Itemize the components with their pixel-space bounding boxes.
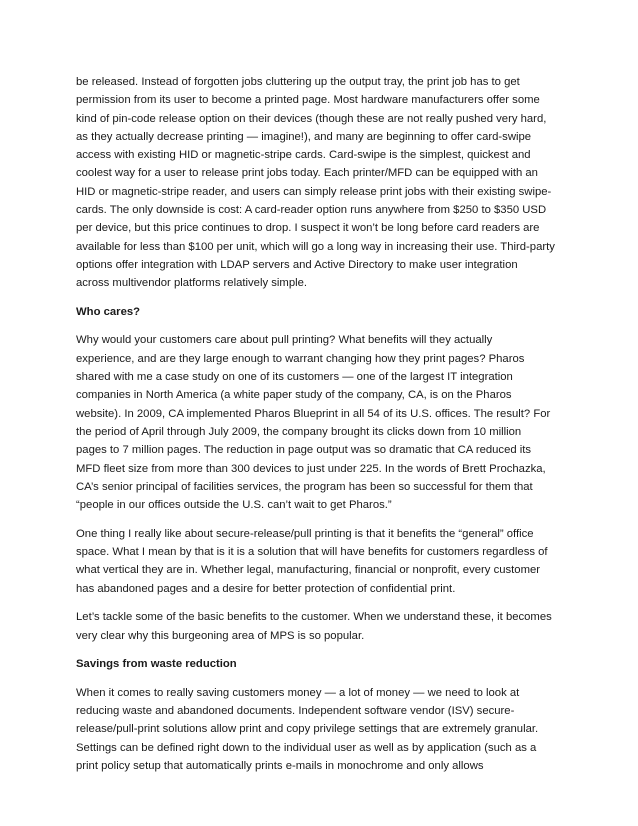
text-line: experience, and are they large enough to warrant changing how they print pages? Pharos bbox=[76, 352, 525, 365]
text-line: print policy setup that automatically prints e-mails in monochrome and only allows bbox=[76, 759, 484, 772]
text-line: CA’s senior principal of facilities services, the program has been so successful for them that bbox=[76, 480, 533, 493]
text-line: Let’s tackle some of the basic benefits to the customer. When we understand these, it becomes bbox=[76, 611, 552, 624]
text-line: One thing I really like about secure-release/pull printing is that it benefits the “general” office bbox=[76, 527, 534, 540]
section-heading-who-cares bbox=[76, 303, 566, 321]
text-line: Why would your customers care about pull printing? What benefits will they actually bbox=[76, 334, 493, 347]
text-line: as they actually decrease printing — imagine!), and many are beginning to offer card-swipe bbox=[76, 130, 532, 143]
text-line: what vertical they are in. Whether legal, manufacturing, financial or nonprofit, every customer bbox=[76, 564, 541, 577]
paragraph-release-methods bbox=[76, 73, 566, 293]
text-line: cards. The only downside is cost: A card-reader option runs anywhere from $250 to $350 USD bbox=[76, 204, 547, 217]
text-line: the period of April through July 2009, the company brought its clicks down from 10 million bbox=[76, 425, 522, 438]
text-line: available for less than $100 per unit, which will go a long way in increasing their use. Third-party bbox=[76, 240, 555, 253]
text-line: companies in North America (a white paper study of the company, CA, is on the Pharos bbox=[76, 389, 512, 402]
document-body bbox=[76, 73, 566, 785]
text-line: across multivendor platforms relatively simple. bbox=[76, 277, 308, 290]
text-line: MFD fleet size from more than 300 devices to just under 225. In the words of Brett Prochazka, bbox=[76, 462, 546, 475]
paragraph-general-office bbox=[76, 525, 566, 598]
text-line: coolest way for a user to release print jobs today. Each printer/MFD can be equipped with an bbox=[76, 167, 538, 180]
text-line: space. What I mean by that is it is a solution that will have benefits for customers regardless of bbox=[76, 546, 548, 559]
heading-text: Who cares? bbox=[76, 305, 141, 318]
text-line: pages to 7 million pages. The reduction in page output was so dramatic that CA reduced its bbox=[76, 444, 532, 457]
text-line: When it comes to really saving customers money — a lot of money — we need to look at bbox=[76, 686, 520, 699]
text-line: per device, but this price continues to drop. I suspect it won’t be long before card readers are bbox=[76, 222, 540, 235]
section-heading-savings bbox=[76, 655, 566, 673]
text-line: shared with me a case study on one of its customers — one of the largest IT integration bbox=[76, 371, 513, 384]
paragraph-basic-benefits bbox=[76, 608, 566, 645]
text-line: access with existing HID or magnetic-stripe cards. Card-swipe is the simplest, quickest and bbox=[76, 149, 531, 162]
text-line: release/pull-print solutions allow print and copy privilege settings that are extremely granular. bbox=[76, 723, 539, 736]
text-line: permission from its user to become a printed page. Most hardware manufacturers offer some bbox=[76, 94, 540, 107]
text-line: HID or magnetic-stripe reader, and users can simply release print jobs with their existing swipe- bbox=[76, 185, 552, 198]
text-line: very clear why this burgeoning area of MPS is so popular. bbox=[76, 629, 365, 642]
paragraph-case-study bbox=[76, 331, 566, 514]
text-line: Settings can be defined right down to the individual user as well as by application (such as a bbox=[76, 741, 537, 754]
heading-text: Savings from waste reduction bbox=[76, 658, 237, 671]
text-line: be released. Instead of forgotten jobs cluttering up the output tray, the print job has to get bbox=[76, 76, 520, 88]
text-line: kind of pin-code release option on their devices (though these are not really pushed very hard, bbox=[76, 112, 547, 125]
text-line: “people in our offices outside the U.S. can’t wait to get Pharos.” bbox=[76, 499, 392, 512]
text-line: has abandoned pages and a desire for better protection of confidential print. bbox=[76, 582, 456, 595]
text-line: website). In 2009, CA implemented Pharos Blueprint in all 54 of its U.S. offices. The result? For bbox=[76, 407, 551, 420]
text-line: options offer integration with LDAP servers and Active Directory to make user integration bbox=[76, 258, 518, 271]
paragraph-waste-reduction bbox=[76, 684, 566, 775]
text-line: reducing waste and abandoned documents. Independent software vendor (ISV) secure- bbox=[76, 704, 515, 717]
